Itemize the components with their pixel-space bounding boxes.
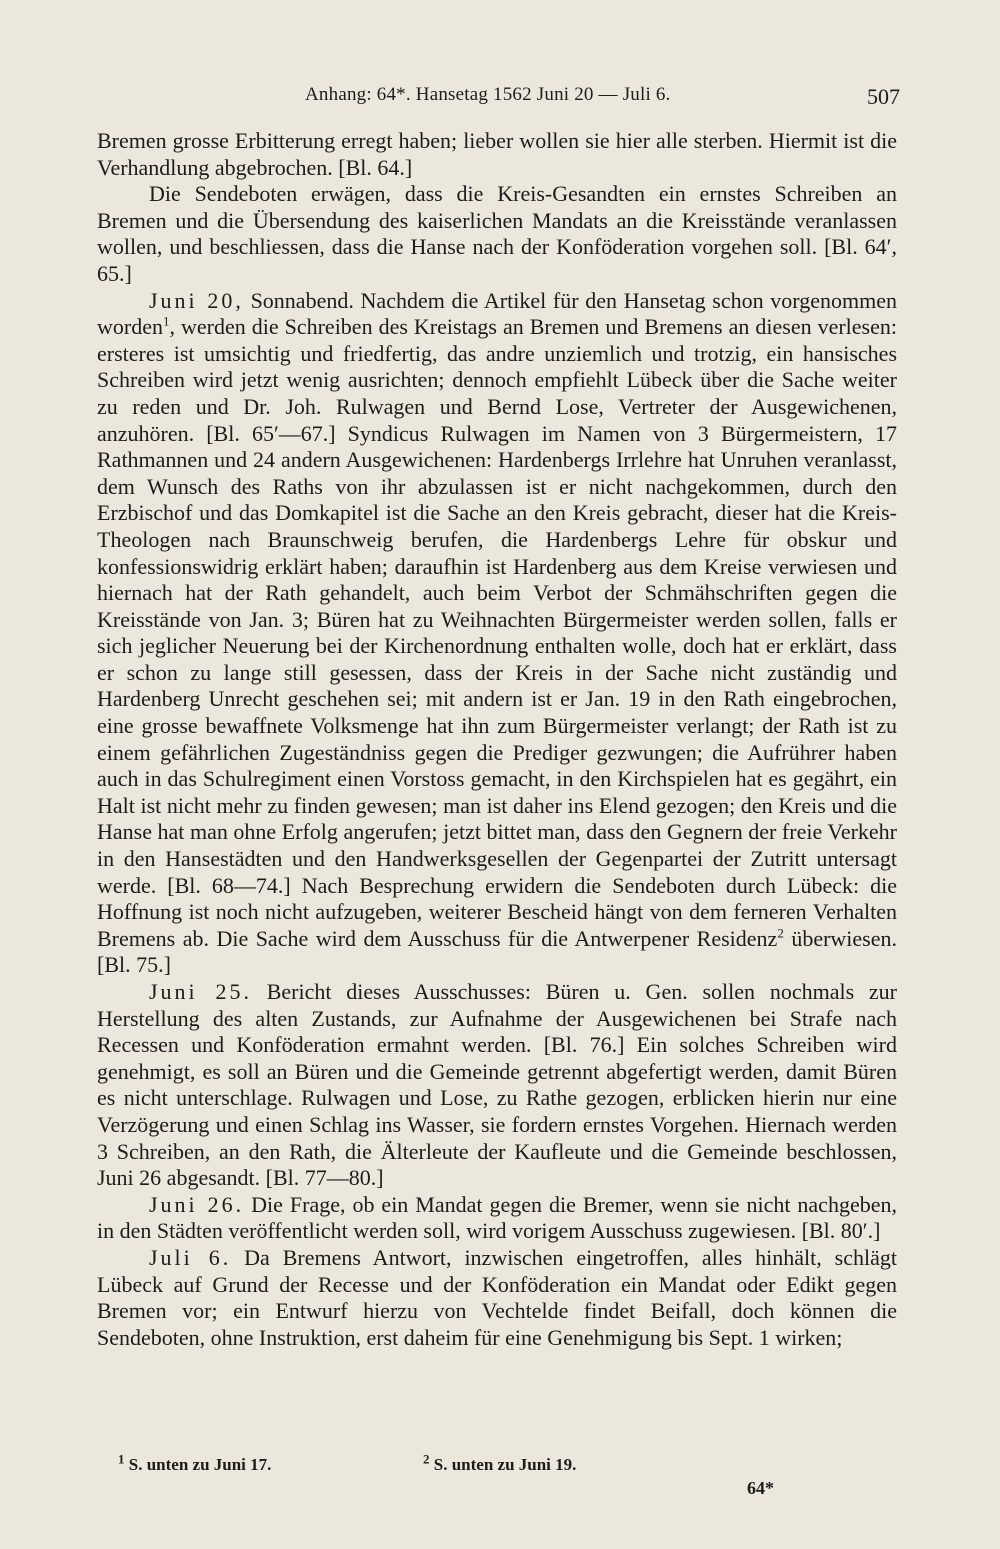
footnote-mark: 2 <box>423 1451 430 1467</box>
footnote-2 <box>423 1451 577 1475</box>
main-text <box>97 128 897 1351</box>
date-heading: Juli 6. <box>149 1244 232 1270</box>
paragraph-text: überwiesen. [Bl. 75.] <box>97 925 897 978</box>
page-number: 507 <box>867 84 900 109</box>
date-heading: Juni 25. <box>149 979 252 1004</box>
paragraph-text: Sonnabend. Nachdem die Artikel für den Hansetag schon vorgenommen worden <box>97 287 897 340</box>
footnote-1 <box>118 1451 272 1475</box>
date-heading: Juni 26. <box>149 1191 245 1217</box>
paragraph <box>97 1192 897 1245</box>
sheet-signature: 64* <box>747 1478 774 1498</box>
footnote-text: S. unten zu Juni 19. <box>433 1455 577 1474</box>
footnote-mark: 1 <box>118 1451 125 1467</box>
paragraph-text: Bremen grosse Erbitterung erregt haben; lieber wollen sie hier alle sterben. Hiermit ist die Verhandlung abgebrochen. [Bl. 64.] <box>97 128 897 180</box>
footnote-reference: 2 <box>777 925 784 941</box>
running-head: Anhang: 64*. Hansetag 1562 Juni 20 — Juli 6. <box>305 84 671 105</box>
paragraph-text: Die Frage, ob ein Mandat gegen die Bremer, wenn sie nicht nachgeben, in den Städten veröffentlicht werden soll, wird vorigem Ausschuss zugewiesen. [Bl. 80′.] <box>97 1191 897 1244</box>
date-heading: Juni 20, <box>149 287 244 313</box>
paragraph-text: Da Bremens Antwort, inzwischen eingetroffen, alles hinhält, schlägt Lübeck auf Grund der Recesse und der Konföderation ein Mandat oder Edikt gegen Bremen vor; ein Entwurf hierzu von Vechtelde findet Beifall, doch können die Sendeboten, ohne Instruktion, erst daheim für eine Genehmigung bis Sept. 1 wirken; <box>97 1244 897 1350</box>
footnote-reference: 1 <box>162 313 170 329</box>
paragraph <box>97 128 897 181</box>
paragraph <box>97 181 897 287</box>
paragraph-text: Die Sendeboten erwägen, dass die Kreis-Gesandten ein ernstes Schreiben an Bremen und die Übersendung des kaiserlichen Mandats an die Kreisstände veranlassen wollen, und beschliessen, dass die Hanse nach der Konföderation vorgehen soll. [Bl. 64′, 65.] <box>97 181 897 286</box>
paragraph <box>97 288 897 979</box>
page-header <box>100 84 900 114</box>
paragraph <box>97 979 897 1192</box>
paragraph <box>97 1245 897 1351</box>
footnote-text: S. unten zu Juni 17. <box>128 1455 272 1474</box>
paragraph-text: Bericht dieses Ausschusses: Büren u. Gen. sollen nochmals zur Herstellung des alten Zustands, zur Aufnahme der Ausgewichenen bei Strafe nach Recessen und Konföderation ermahnt werden. [Bl. 76.] Ein solches Schreiben wird genehmigt, es soll an Büren und die Gemeinde getrennt abgefertigt werden, damit Büren es nicht unterschlage. Rulwagen und Lose, zu Rathe gezogen, erblicken hierin nur eine Verzögerung und einen Schlag ins Wasser, sie fordern ernstes Vorgehen. Hiernach werden 3 Schreiben, an den Rath, die Älterleute der Kaufleute und die Gemeinde beschlossen, Juni 26 abgesandt. [Bl. 77—80.] <box>97 979 898 1191</box>
paragraph-text: , werden die Schreiben des Kreistags an Bremen und Bremens an diesen verlesen: ersteres ist umsichtig und friedfertig, das andre unziemlich und trotzig, ein hansisches Schreiben wird jetzt wenig ausrichten; dennoch empfiehlt Lübeck über die Sache weiter zu reden und Dr. Joh. Rulwagen und Bernd Lose, Vertreter der Ausgewichenen, anzuhören. [Bl. 65′—67.] Syndicus Rulwagen im Namen von 3 Bürgermeistern, 17 Rathmannen und 24 andern Ausgewichenen: Hardenbergs Irrlehre hat Unruhen veranlasst, dem Wunsch des Raths von ihr abzulassen ist er nicht nachgekommen, durch den Erzbischof und das Domkapitel ist die Sache an den Kreis gebracht, dieser hat die Kreis-Theologen nach Braunschweig berufen, die Hardenbergs Lehre für obskur und konfessionswidrig erklärt haben; daraufhin ist Hardenberg aus dem Kreise verwiesen und hiernach hat der Rath gehandelt, auch beim Verbot der Schmähschriften gegen die Kreisstände von Jan. 3; Büren hat zu Weihnachten Bürgermeister werden sollen, falls er sich jeglicher Neuerung bei der Kirchenordnung enthalten wolle, doch hat er erklärt, dass er schon zu lange still gesessen, dass der Kreis in der Sache nicht zuständig und Hardenberg Unrecht geschehen sei; mit andern ist er Jan. 19 in den Rath eingebrochen, eine grosse bewaffnete Volksmenge hat ihn zum Bürgermeister verlangt; der Rath ist zu einem gefährlichen Zugeständniss gegen die Prediger gezwungen; die Aufrührer haben auch in das Schulregiment einen Vorstoss gemacht, in den Kirchspielen hat es gegährt, ein Halt ist nicht mehr zu finden gewesen; man ist daher ins Elend gezogen; den Kreis und die Hanse hat man ohne Erfolg angerufen; jetzt bittet man, dass den Gegnern der freie Verkehr in den Hansestädten und den Handwerksgesellen der Gegenpartei der Zutritt untersagt werde. [Bl. 68—74.] Nach Besprechung erwidern die Sendeboten durch Lübeck: die Hoffnung ist noch nicht aufzugeben, weiterer Bescheid hängt von dem ferneren Verhalten Bremens ab. Die Sache wird dem Ausschuss für die Antwerpener Residenz <box>97 314 897 951</box>
